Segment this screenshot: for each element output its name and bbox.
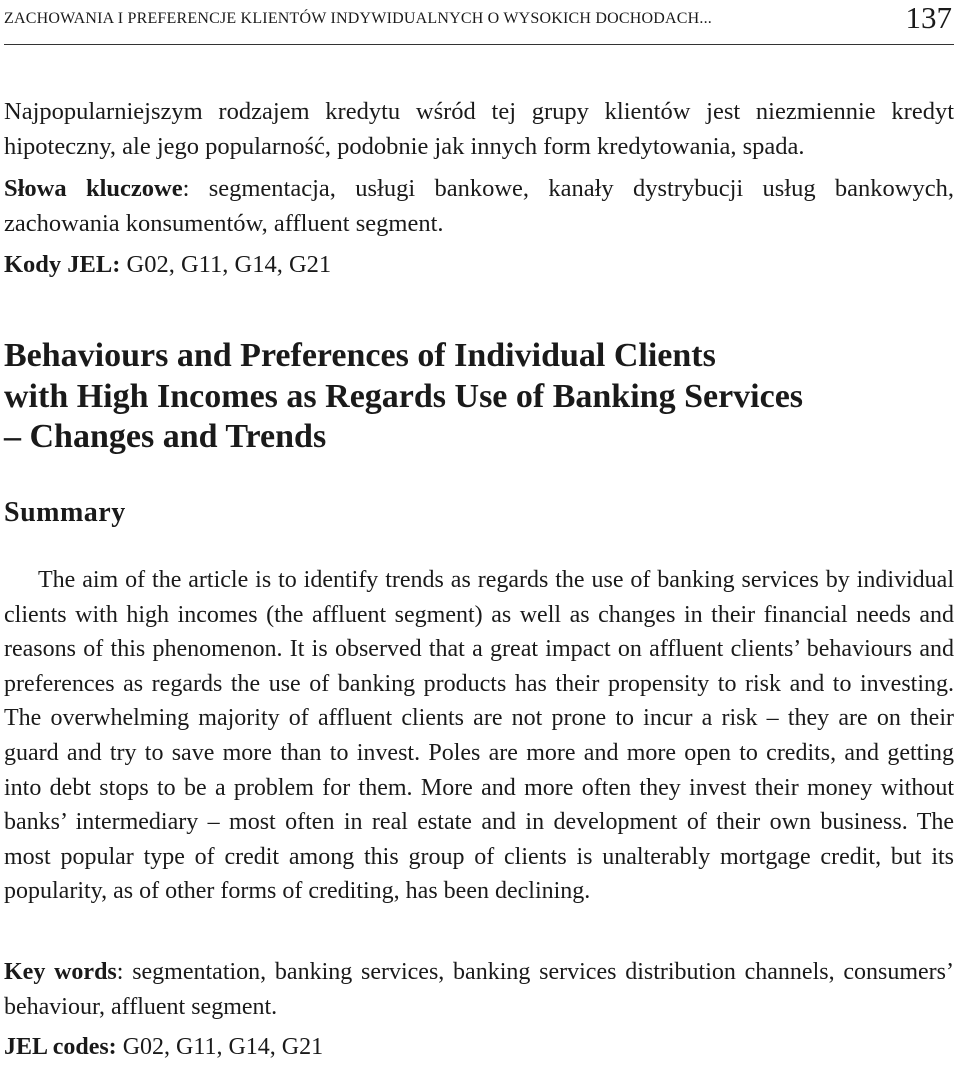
article-title-line-1: Behaviours and Preferences of Individual Clients: [4, 337, 716, 374]
article-title-line-2: with High Incomes as Regards Use of Banking Services: [4, 377, 804, 415]
polish-jel-codes: [4, 248, 954, 283]
polish-keywords-text: : segmentacja, usługi bankowe, kanały dystrybucji usług bankowych, zachowania konsumentów, affluent segment.: [4, 175, 954, 237]
polish-keywords-label: Słowa kluczowe: [4, 175, 183, 202]
summary-body: The aim of the article is to identify trends as regards the use of banking services by individual clients with high incomes (the affluent segment) as well as changes in their financial needs and reasons of this phenomenon. It is observed that a great impact on affluent clients’ behaviours and preferences as regards the use of banking products has their propensity to risk and to investing. The overwhelming majority of affluent clients are not prone to incur a risk – they are on their guard and try to save more than to invest. Poles are more and more open to credits, and getting into debt stops to be a problem for them. More and more often they invest their money without banks’ intermediary – most often in real estate and in development of their own business. The most popular type of credit among this group of clients is unalterably mortgage credit, but its popularity, as of other forms of crediting, has been declining.: [4, 567, 954, 905]
summary-heading: Summary: [4, 497, 126, 528]
polish-jel-label: Kody JEL:: [4, 251, 121, 278]
article-title-line-3: – Changes and Trends: [4, 418, 327, 455]
article-title: [4, 336, 954, 458]
running-title: ZACHOWANIA I PREFERENCJE KLIENTÓW INDYWIDUALNYCH O WYSOKICH DOCHODACH...: [4, 10, 712, 27]
running-header: [4, 0, 954, 45]
english-jel-codes: [4, 1030, 954, 1065]
english-keywords: [4, 955, 954, 1024]
english-keywords-label: Key words: [4, 959, 117, 985]
polish-keywords: [4, 172, 954, 241]
english-jel-text: G02, G11, G14, G21: [116, 1034, 324, 1060]
english-keywords-text: : segmentation, banking services, banking services distribution channels, consumers’ behaviour, affluent segment.: [4, 959, 954, 1020]
polish-summary-ending: Najpopularniejszym rodzajem kredytu wśród tej grupy klientów jest niezmiennie kredyt hipoteczny, ale jego popularność, podobnie jak innych form kredytowania, spada.: [4, 98, 954, 160]
english-jel-label: JEL codes:: [4, 1034, 117, 1060]
polish-jel-text: G02, G11, G14, G21: [120, 251, 332, 278]
page-number: 137: [905, 0, 952, 35]
